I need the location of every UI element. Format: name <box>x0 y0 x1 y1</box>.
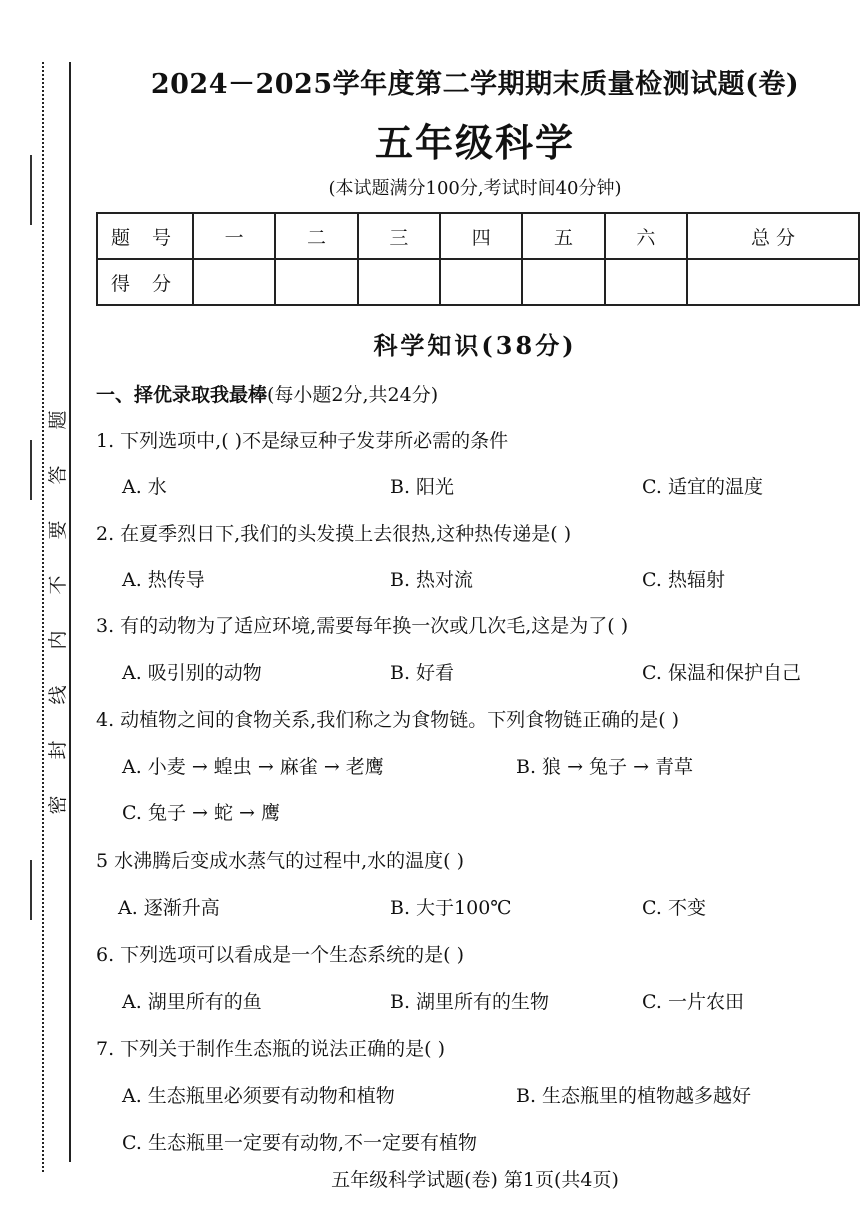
question-stem: 4. 动植物之间的食物关系,我们称之为食物链。下列食物链正确的是( ) <box>96 709 680 731</box>
option-b: B. 热对流 <box>390 569 474 591</box>
seal-char: 内 <box>47 630 69 650</box>
option-b: B. 生态瓶里的植物越多越好 <box>516 1085 752 1107</box>
score-header-cell: 五 <box>522 213 604 259</box>
option-a: A. 热传导 <box>122 569 205 591</box>
option-b: B. 狼 → 兔子 → 青草 <box>516 756 694 778</box>
part-title: 一、择优录取我最棒 <box>96 384 268 406</box>
option-b: B. 湖里所有的生物 <box>390 991 550 1013</box>
option-c: C. 生态瓶里一定要有动物,不一定要有植物 <box>122 1132 477 1154</box>
score-cell[interactable] <box>605 259 687 305</box>
question-stem: 5 水沸腾后变成水蒸气的过程中,水的温度( ) <box>96 850 465 872</box>
option-b: B. 大于100℃ <box>390 897 512 919</box>
blank-line <box>30 155 32 225</box>
score-cell[interactable] <box>275 259 357 305</box>
option-c: C. 不变 <box>642 897 706 919</box>
option-a: A. 生态瓶里必须要有动物和植物 <box>122 1085 395 1107</box>
seal-char: 不 <box>47 575 69 595</box>
exam-note: (本试题满分100分,考试时间40分钟) <box>328 178 622 199</box>
score-header-cell: 总 分 <box>687 213 859 259</box>
score-header-cell: 六 <box>605 213 687 259</box>
binding-dashed-line <box>42 62 44 1172</box>
question-stem: 1. 下列选项中,( )不是绿豆种子发芽所必需的条件 <box>96 430 509 452</box>
score-cell[interactable] <box>193 259 275 305</box>
part-note: (每小题2分,共24分) <box>267 384 439 406</box>
option-c: C. 热辐射 <box>642 569 725 591</box>
option-a: A. 吸引别的动物 <box>122 662 262 684</box>
seal-char: 答 <box>47 465 69 485</box>
subject-title: 五年级科学 <box>374 121 575 165</box>
seal-char: 题 <box>47 410 69 430</box>
question-stem: 2. 在夏季烈日下,我们的头发摸上去很热,这种热传递是( ) <box>96 523 572 545</box>
score-cell[interactable] <box>687 259 859 305</box>
seal-line-notice <box>46 405 70 820</box>
section-title: 科学知识(38分) <box>373 331 577 360</box>
score-row-label: 得 分 <box>97 259 193 305</box>
seal-char: 密 <box>47 795 69 815</box>
option-a: A. 小麦 → 蝗虫 → 麻雀 → 老鹰 <box>122 756 384 778</box>
option-c: C. 保温和保护自己 <box>642 662 801 684</box>
exam-title: 2024－2025学年度第二学期期末质量检测试题(卷) <box>150 69 800 100</box>
score-cell[interactable] <box>358 259 440 305</box>
score-header-cell: 四 <box>440 213 522 259</box>
question-stem: 3. 有的动物为了适应环境,需要每年换一次或几次毛,这是为了( ) <box>96 615 629 637</box>
page-footer: 五年级科学试题(卷) 第1页(共4页) <box>331 1169 619 1191</box>
option-c: C. 兔子 → 蛇 → 鹰 <box>122 802 280 824</box>
option-a: A. 水 <box>122 476 167 498</box>
score-cell[interactable] <box>522 259 604 305</box>
option-a: A. 湖里所有的鱼 <box>122 991 262 1013</box>
option-c: C. 一片农田 <box>642 991 744 1013</box>
option-a: A. 逐渐升高 <box>118 897 220 919</box>
score-header-cell: 题 号 <box>97 213 193 259</box>
score-header-cell: 三 <box>358 213 440 259</box>
question-stem: 7. 下列关于制作生态瓶的说法正确的是( ) <box>96 1038 446 1060</box>
score-table <box>96 212 860 306</box>
score-table-score-row <box>97 259 859 305</box>
option-c: C. 适宜的温度 <box>642 476 763 498</box>
score-header-cell: 一 <box>193 213 275 259</box>
seal-char: 要 <box>47 520 69 540</box>
score-cell[interactable] <box>440 259 522 305</box>
score-table-header-row <box>97 213 859 259</box>
question-stem: 6. 下列选项可以看成是一个生态系统的是( ) <box>96 944 465 966</box>
part-heading <box>96 380 438 407</box>
score-header-cell: 二 <box>275 213 357 259</box>
blank-line <box>30 440 32 500</box>
blank-line <box>30 860 32 920</box>
option-b: B. 好看 <box>390 662 455 684</box>
seal-char: 线 <box>47 685 69 705</box>
seal-char: 封 <box>47 740 69 760</box>
option-b: B. 阳光 <box>390 476 455 498</box>
